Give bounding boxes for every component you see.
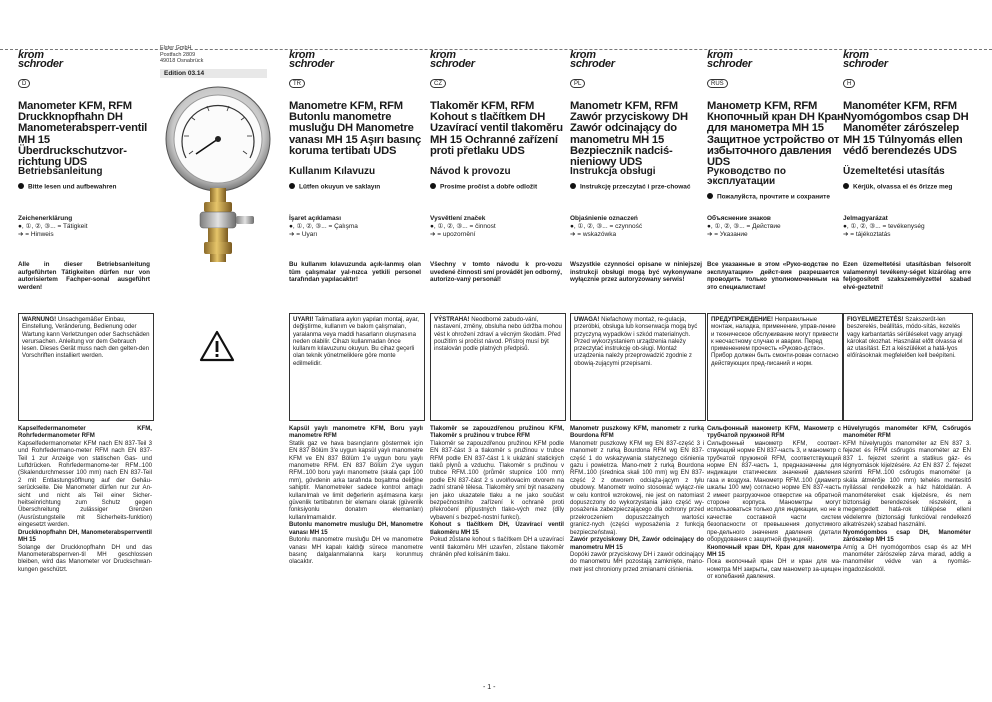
legend-line: ●, ①, ②, ③... = Tätigkeit: [18, 223, 88, 230]
language-column-d: [18, 49, 158, 573]
legend-heading: Objaśnienie oznaczeń: [570, 215, 638, 222]
section-subtitle: Návod k provozu: [430, 166, 511, 177]
body-heading: Nyomógombos csap DH, Manométer zárószelep MH 15: [843, 528, 971, 544]
section-subtitle: Руководство по эксплуатации: [707, 166, 786, 187]
language-column-cz: [430, 49, 570, 558]
bullet-note: [570, 183, 710, 192]
body-paragraph: Statik gaz ve hava basınçlarını göstermek için EN 837 Bölüm 3'e uygun kapsül yaylı manometre KFM ve EN 837 Bölüm 1'e uygun boru yaylı manometre RFM. EN 837 Bölüm 2'ye uygun RFM..100 boru yaylı manometre (skala çapı 100 mm), gövdenin arka tarafında boşaltma deliğine sahiptir. Manometreler sadece kontrol amaçlı kullanılmalı ve limit değerlerin aşılmasına karşı güvenlik tertibatının bir elemanı olarak (güvenlik fonksiyonlu donatım elemanları) kullanılmamalıdır.: [289, 439, 423, 521]
warning-heading: VÝSTRAHA!: [434, 316, 470, 323]
symbol-legend: [430, 215, 570, 239]
bullet-text: Kérjük, olvassa el és őrizze meg: [853, 183, 953, 191]
intro-text: Alle in dieser Betriebsanleitung aufgeführten Tätigkeiten dürfen nur von autorisiertem Fachper-sonal ausgeführt werden!: [18, 261, 150, 291]
intro-text: Ezen üzemeltetési utasításban felsorolt valamennyi tevékeny-séget kizárólag erre feljogosított szakszemélyzettel szabad elvé-geztetni!: [843, 261, 971, 291]
section-subtitle: Kullanım Kılavuzu: [289, 166, 376, 177]
language-badge: TR: [289, 79, 305, 88]
section-subtitle: Üzemeltetési utasítás: [843, 166, 945, 177]
sender-address: [160, 45, 203, 65]
warning-heading: UYARI!: [293, 316, 314, 323]
body-heading: Kapselfedermanometer KFM, Rohrfedermanometer RFM: [18, 425, 152, 440]
language-column-pl: [570, 49, 710, 573]
language-badge: D: [18, 79, 30, 88]
logo-line: krom: [18, 49, 44, 61]
section-subtitle: Betriebsanleitung: [18, 166, 103, 177]
sender-line: Postfach 2809: [160, 51, 196, 58]
krom-schroder-logo: [430, 50, 570, 72]
bullet-dot-icon: [18, 183, 24, 189]
warning-heading: UWAGA!: [574, 316, 600, 323]
legend-line: ➔ = wskazówka: [570, 231, 617, 238]
body-paragraph: Manometr puszkowy KFM wg EN 837-część 3 i manometr z rurką Bourdona RFM wg EN 837-część 1 do wskazywania statycznego ciśnienia gazu i powietrza. Mano-metr z rurką Bourdona RFM..100 (średnica skali 100 mm) wg EN 837-część 2 z otworem odciąża-jącym z tyłu obudowy. Manometr wolno stosować wyłącz-nie w celu kontroli wzrokowej, nie jest on natomiast dopuszczony do wykorzystania jako część wy-posażenia zabezpieczającego dla ochrony przed przekroczeniem dopuszczalnych wartości granicz-nych (części wyposażenia z funkcją bezpieczeństwa).: [570, 439, 704, 536]
body-paragraph: Pokud zůstane kohout s tlačítkem DH a uzavírací ventil tlakoměru MH uzavřen, zůstane tlakoměr chráněn před kolísáním tlaku.: [430, 536, 564, 558]
warning-text: Niefachowy montaż, re-gulacja, przeróbki, obsługa lub konserwacja mogą być przyczyną wypadków i szkód materialnych. Przed wykorzystaniem urządzenia należy przeczytać instrukcję ob-sługi. Montaż urządzenia należy przeprowadzić zgodnie z obowią-zującymi przepisami.: [574, 316, 698, 367]
warning-heading: FIGYELMEZTETÉS!: [847, 316, 904, 323]
language-badge: PL: [570, 79, 585, 88]
body-paragraph: KFM hüvelyrugós manométer az EN 837 3. fejezet és RFM csőrugós manométer az EN 837 1. fejezet szerint a statikus gáz- és légnyomások kijelzésére. Az EN 837 2. fejezet szerinti RFM..100 csőrugós manométer (a skála átmérője 100 mm) tehelés mentesítő nyílással rendelkezik a ház hátoldalán. A manométereket csak kijelzésre, és nem biztonsági berendezések részeként, a megengedett hatá-rok túllépése elleni védelemre (biztonsági funkcióval rendelkező alkatrészek) szabad használni.: [843, 439, 971, 529]
body-heading: Hüvelyrugós manométer KFM, Csőrugós manométer RFM: [843, 425, 971, 440]
symbol-legend: [570, 215, 710, 239]
warning-triangle-icon: [199, 330, 235, 362]
document-title: Manometer KFM, RFM Druckknopfhahn DH Manometerabsperr-ventil MH 15 Überdruckschutzvor-richtung UDS: [18, 100, 148, 169]
body-paragraph: Butonlu manometre musluğu DH ve manometre vanası MH kapalı kaldığı sürece manometre basınç dalgalanmalarına karşı korunmuş olacaktır.: [289, 536, 423, 566]
legend-heading: İşaret açıklaması: [289, 215, 342, 222]
bullet-note: [707, 193, 847, 202]
legend-line: ●, ①, ②, ③... = czynność: [570, 223, 643, 230]
edition-label: Edition 03.14: [160, 69, 267, 78]
document-title: Manométer KFM, RFM Nyomógombos csap DH Manométer zárószelep MH 15 Túlnyomás ellen védő berendezés UDS: [843, 100, 969, 157]
warning-text: Talimatlara aykırı yapılan montaj, ayar, değiştirme, kullanım ve bakım çalışmaları, yaralanma veya maddi hasarların oluşmasına neden olabilir. Cihazı kullanmadan önce kullanım kılavuzunu okuyun. Bu cihaz geçerli olan teknik yönetmeliklere göre monte edilmelidir.: [293, 316, 419, 367]
logo-line: krom: [707, 49, 733, 61]
legend-line: ●, ①, ②, ③... = tevékenység: [843, 223, 925, 230]
legend-line: ➔ = upozornění: [430, 231, 476, 238]
body-heading: Tlakoměr se zapouzdřenou pružinou KFM, Tlakoměr s pružinou v trubce RFM: [430, 425, 564, 440]
bullet-note: [18, 183, 158, 192]
body-paragraph: Amíg a DH nyomógombos csap és az MH manométer zárószelep zárva marad, addig a manométer védve van a nyomás-ingadozásoktól.: [843, 543, 971, 573]
symbol-legend: [18, 215, 158, 239]
warning-text: Неправильные монтаж, наладка, применение, управ-ление и техническое обслуживание могут привести к несчастному случаю и аварии. Перед применением прочесть «Руково-дство». Прибор должен быть смонти-рован согласно действующих пред-писаний и норм.: [711, 316, 839, 367]
logo-line: schroder: [289, 58, 334, 70]
warning-heading: ПРЕДУПРЕЖДЕНИЕ!: [711, 316, 774, 323]
document-title: Манометр KFM, RFM Кнопочный кран DH Кран для манометра MH 15 Защитное устройство от избыточного давления UDS: [707, 100, 844, 169]
logo-line: schroder: [430, 58, 475, 70]
legend-heading: Vysvětlení značek: [430, 215, 486, 222]
logo-line: schroder: [843, 58, 888, 70]
legend-line: ➔ = Uyarı: [289, 231, 318, 238]
language-column-h: [843, 49, 975, 573]
document-title: Manometre KFM, RFM Butonlu manometre musluğu DH Manometre vanası MH 15 Aşırı basınç koruma tertibatı UDS: [289, 100, 422, 157]
body-text: [843, 425, 971, 573]
body-paragraph: Пока кнопочный кран DH и кран для ма-нометра MH закрыты, сам манометр за-щищен от колебаний давления.: [707, 558, 841, 581]
legend-heading: Объяснение знаков: [707, 215, 771, 222]
manometer-illustration: [160, 84, 274, 264]
warning-text: Szakszerűt-len beszerelés, beállítás, módo-sítás, kezelés vagy karbantartás sérüléseket vagy anyagi károkat okozhat. Használat előtt olvassa el az utasítást. Ezt a készüléket a hatá-lyos előírásoknak megfelelően kell beépíteni.: [847, 316, 963, 360]
body-heading: Kohout s tlačítkem DH, Uzavírací ventil tlakoměru MH 15: [430, 521, 564, 536]
legend-line: ➔ = Hinweis: [18, 231, 54, 238]
bullet-text: Пожалуйста, прочтите и сохраните: [717, 193, 830, 201]
legend-heading: Jelmagyarázat: [843, 215, 888, 222]
sender-line: 49018 Osnabrück: [160, 58, 204, 64]
body-text: [289, 425, 423, 566]
intro-text: Все указанные в этом «Руко-водстве по эксплуатации» дейст-вия разрешается проводить только уполномоченным на это специалистам!: [707, 261, 839, 291]
language-badge: H: [843, 79, 855, 88]
language-column-rus: [707, 49, 847, 581]
sender-line: Elster GmbH: [160, 45, 192, 51]
bullet-dot-icon: [289, 183, 295, 189]
warning-box: [18, 313, 154, 421]
intro-text: Bu kullanım kılavuzunda açık-lanmış olan tüm çalışmalar yal-nızca yetkili personel tarafından yapılacaktır!: [289, 261, 421, 284]
section-subtitle: Instrukcja obsługi: [570, 166, 656, 177]
body-paragraph: Tlakoměr se zapouzdřenou pružinou KFM podle EN 837-část 3 a tlakoměr s pružinou v trubce RFM podle EN 837-část 1 k ukázání statických tlaků plynů a vzduchu. Tlakoměr s pružinou v trubce RFM..100 (průměr stupnice 100 mm) podle EN 837-část 2 s uvolňovacím otvorem na zadní straně tělesa. Tlakoměry smí být nasazeny jen jako ukazatele tlaku a ne jako součást bezpečnostního zařízení k ochraně proti překročení přípustných tlako-vých mez (díly vybavení s bezpeč-nostní funkcí).: [430, 439, 564, 521]
bullet-note: [430, 183, 570, 192]
bullet-text: Bitte lesen und aufbewahren: [28, 183, 117, 191]
bullet-text: Prosíme pročíst a dobře odložit: [440, 183, 538, 191]
krom-schroder-logo: [289, 50, 429, 72]
page-number: - 1 -: [483, 684, 496, 691]
bullet-dot-icon: [430, 183, 436, 189]
legend-line: ●, ①, ②, ③... = činnost: [430, 223, 496, 230]
legend-line: ●, ①, ②, ③... = Действие: [707, 223, 781, 230]
body-heading: Сильфонный манометр KFM, Манометр с трубчатой пружиной RFM: [707, 425, 841, 440]
body-heading: Кнопочный кран DH, Кран для манометра MH 15: [707, 543, 841, 558]
body-text: [430, 425, 564, 558]
krom-schroder-logo: [570, 50, 710, 72]
body-paragraph: Solange der Druckknopfhahn DH und das Manometerabsperrven-til MH geschlossen bleiben, wird das Manometer vor Druckschwan-kungen geschützt.: [18, 543, 152, 573]
body-text: [570, 425, 704, 573]
logo-line: krom: [570, 49, 596, 61]
warning-box: [843, 313, 973, 421]
bullet-text: Lütfen okuyun ve saklayın: [299, 183, 381, 191]
body-heading: Zawór przyciskowy DH, Zawór odcinający do manometru MH 15: [570, 536, 704, 551]
logo-line: krom: [289, 49, 315, 61]
body-heading: Butonlu manometre musluğu DH, Manometre vanası MH 15: [289, 521, 423, 536]
intro-text: Všechny v tomto návodu k pro-vozu uvedené činnosti smí provádět jen odborný, autorizo-vaný personál!: [430, 261, 562, 284]
krom-schroder-logo: [843, 50, 975, 72]
warning-heading: WARNUNG!: [22, 316, 57, 323]
krom-schroder-logo: [707, 50, 847, 72]
legend-heading: Zeichenerklärung: [18, 215, 73, 222]
body-paragraph: Dopóki zawór przyciskowy DH i zawór odcinający do manometru MH pozostają zamknięte, mano-metr jest chroniony przed zmianami ciśnienia.: [570, 550, 704, 573]
logo-line: schroder: [707, 58, 752, 70]
logo-line: krom: [843, 49, 869, 61]
body-paragraph: Kapselfedermanometer KFM nach EN 837-Teil 3 und Rohrfedermano-meter RFM nach EN 837-Teil 1 zur Anzeige von statischen Gas- und Luftdrücken. Rohrfedermanome-ter RFM..100 (Skalendurchmesser 100 mm) nach EN 837-Teil 2 mit Entlastungsöffnung auf der Gehäu-serückseite. Die Manometer dürfen nur zur An-sicht und nicht als Teil einer Sicher-heitseinrichtung zum Schutz gegen Überschreitung zulässiger Grenzen (Ausrüstungsteile mit Sicherheits-funktion) eingesetzt werden.: [18, 439, 152, 529]
document-title: Tlakoměr KFM, RFM Kohout s tlačítkem DH Uzavírací ventil tlakoměru MH 15 Ochranné zařízení proti přetlaku UDS: [430, 100, 563, 157]
body-paragraph: Сильфонный манометр KFM, соответ-ствующий норме EN 837-часть 3, и манометр с трубчатой пружиной RFM, соответствующий норме EN 837-часть 1, предназначены для индикации статических значений давления газа и воздуха. Манометр RFM..100 (диаметр шкалы 100 мм) согласно норме EN 837-часть 2 имеет разгрузочное отверстие на обратной стороне корпуса. Манометры могут использоваться только для индикации, но не в качестве составной части систем безопасности от превышения допустимого пре-дельного значения давления (детали оборудования с защитной функцией).: [707, 439, 841, 544]
body-text: [18, 425, 152, 573]
symbol-legend: [289, 215, 429, 239]
warning-box: [707, 313, 843, 421]
warning-box: [430, 313, 566, 421]
intro-text: Wszystkie czynności opisane w niniejszej instrukcji obsługi mogą być wykonywane wyłącznie przez autoryzowany serwis!: [570, 261, 702, 284]
body-heading: Kapsül yaylı manometre KFM, Boru yaylı manometre RFM: [289, 425, 423, 440]
document-title: Manometr KFM, RFM Zawór przyciskowy DH Zawór odcinający do manometru MH 15 Bezpiecznik nadciś-nieniowy UDS: [570, 100, 688, 169]
warning-text: Unsachgemäßer Einbau, Einstellung, Veränderung, Bedienung oder Wartung kann Verletzungen oder Sachschäden verursachen. Anleitung vor dem Gebrauch lesen. Dieses Gerät muss nach den gelten-den Vorschriften installiert werden.: [22, 316, 150, 360]
warning-text: Neodborné zabudo-vání, nastavení, změny, obsluha nebo údržba mohou vést k ohrožení zdraví a věcným škodám. Před použitím si pročíst návod. Přístroj musí být instalován podle platných předpisů.: [434, 316, 562, 353]
legend-line: ➔ = tájékoztatás: [843, 231, 891, 238]
legend-line: ➔ = Указание: [707, 231, 748, 238]
bullet-dot-icon: [843, 183, 849, 189]
krom-schroder-logo: [18, 50, 158, 72]
language-column-tr: [289, 49, 429, 566]
bullet-dot-icon: [707, 193, 713, 199]
symbol-legend: [843, 215, 983, 239]
logo-line: schroder: [18, 58, 63, 70]
logo-line: krom: [430, 49, 456, 61]
language-badge: RUS: [707, 79, 728, 88]
logo-line: schroder: [570, 58, 615, 70]
bullet-text: Instrukcję przeczytać i prze-chować: [580, 183, 691, 191]
body-text: [707, 425, 841, 581]
warning-box: [289, 313, 425, 421]
bullet-dot-icon: [570, 183, 576, 189]
symbol-legend: [707, 215, 847, 239]
body-heading: Druckknopfhahn DH, Manometerabsperrventil MH 15: [18, 528, 152, 544]
bullet-note: [289, 183, 429, 192]
body-heading: Manometr puszkowy KFM, manometr z rurką Bourdona RFM: [570, 425, 704, 440]
warning-box: [570, 313, 706, 421]
bullet-note: [843, 183, 983, 192]
legend-line: ●, ①, ②, ③... = Çalışma: [289, 223, 358, 230]
language-badge: CZ: [430, 79, 446, 88]
